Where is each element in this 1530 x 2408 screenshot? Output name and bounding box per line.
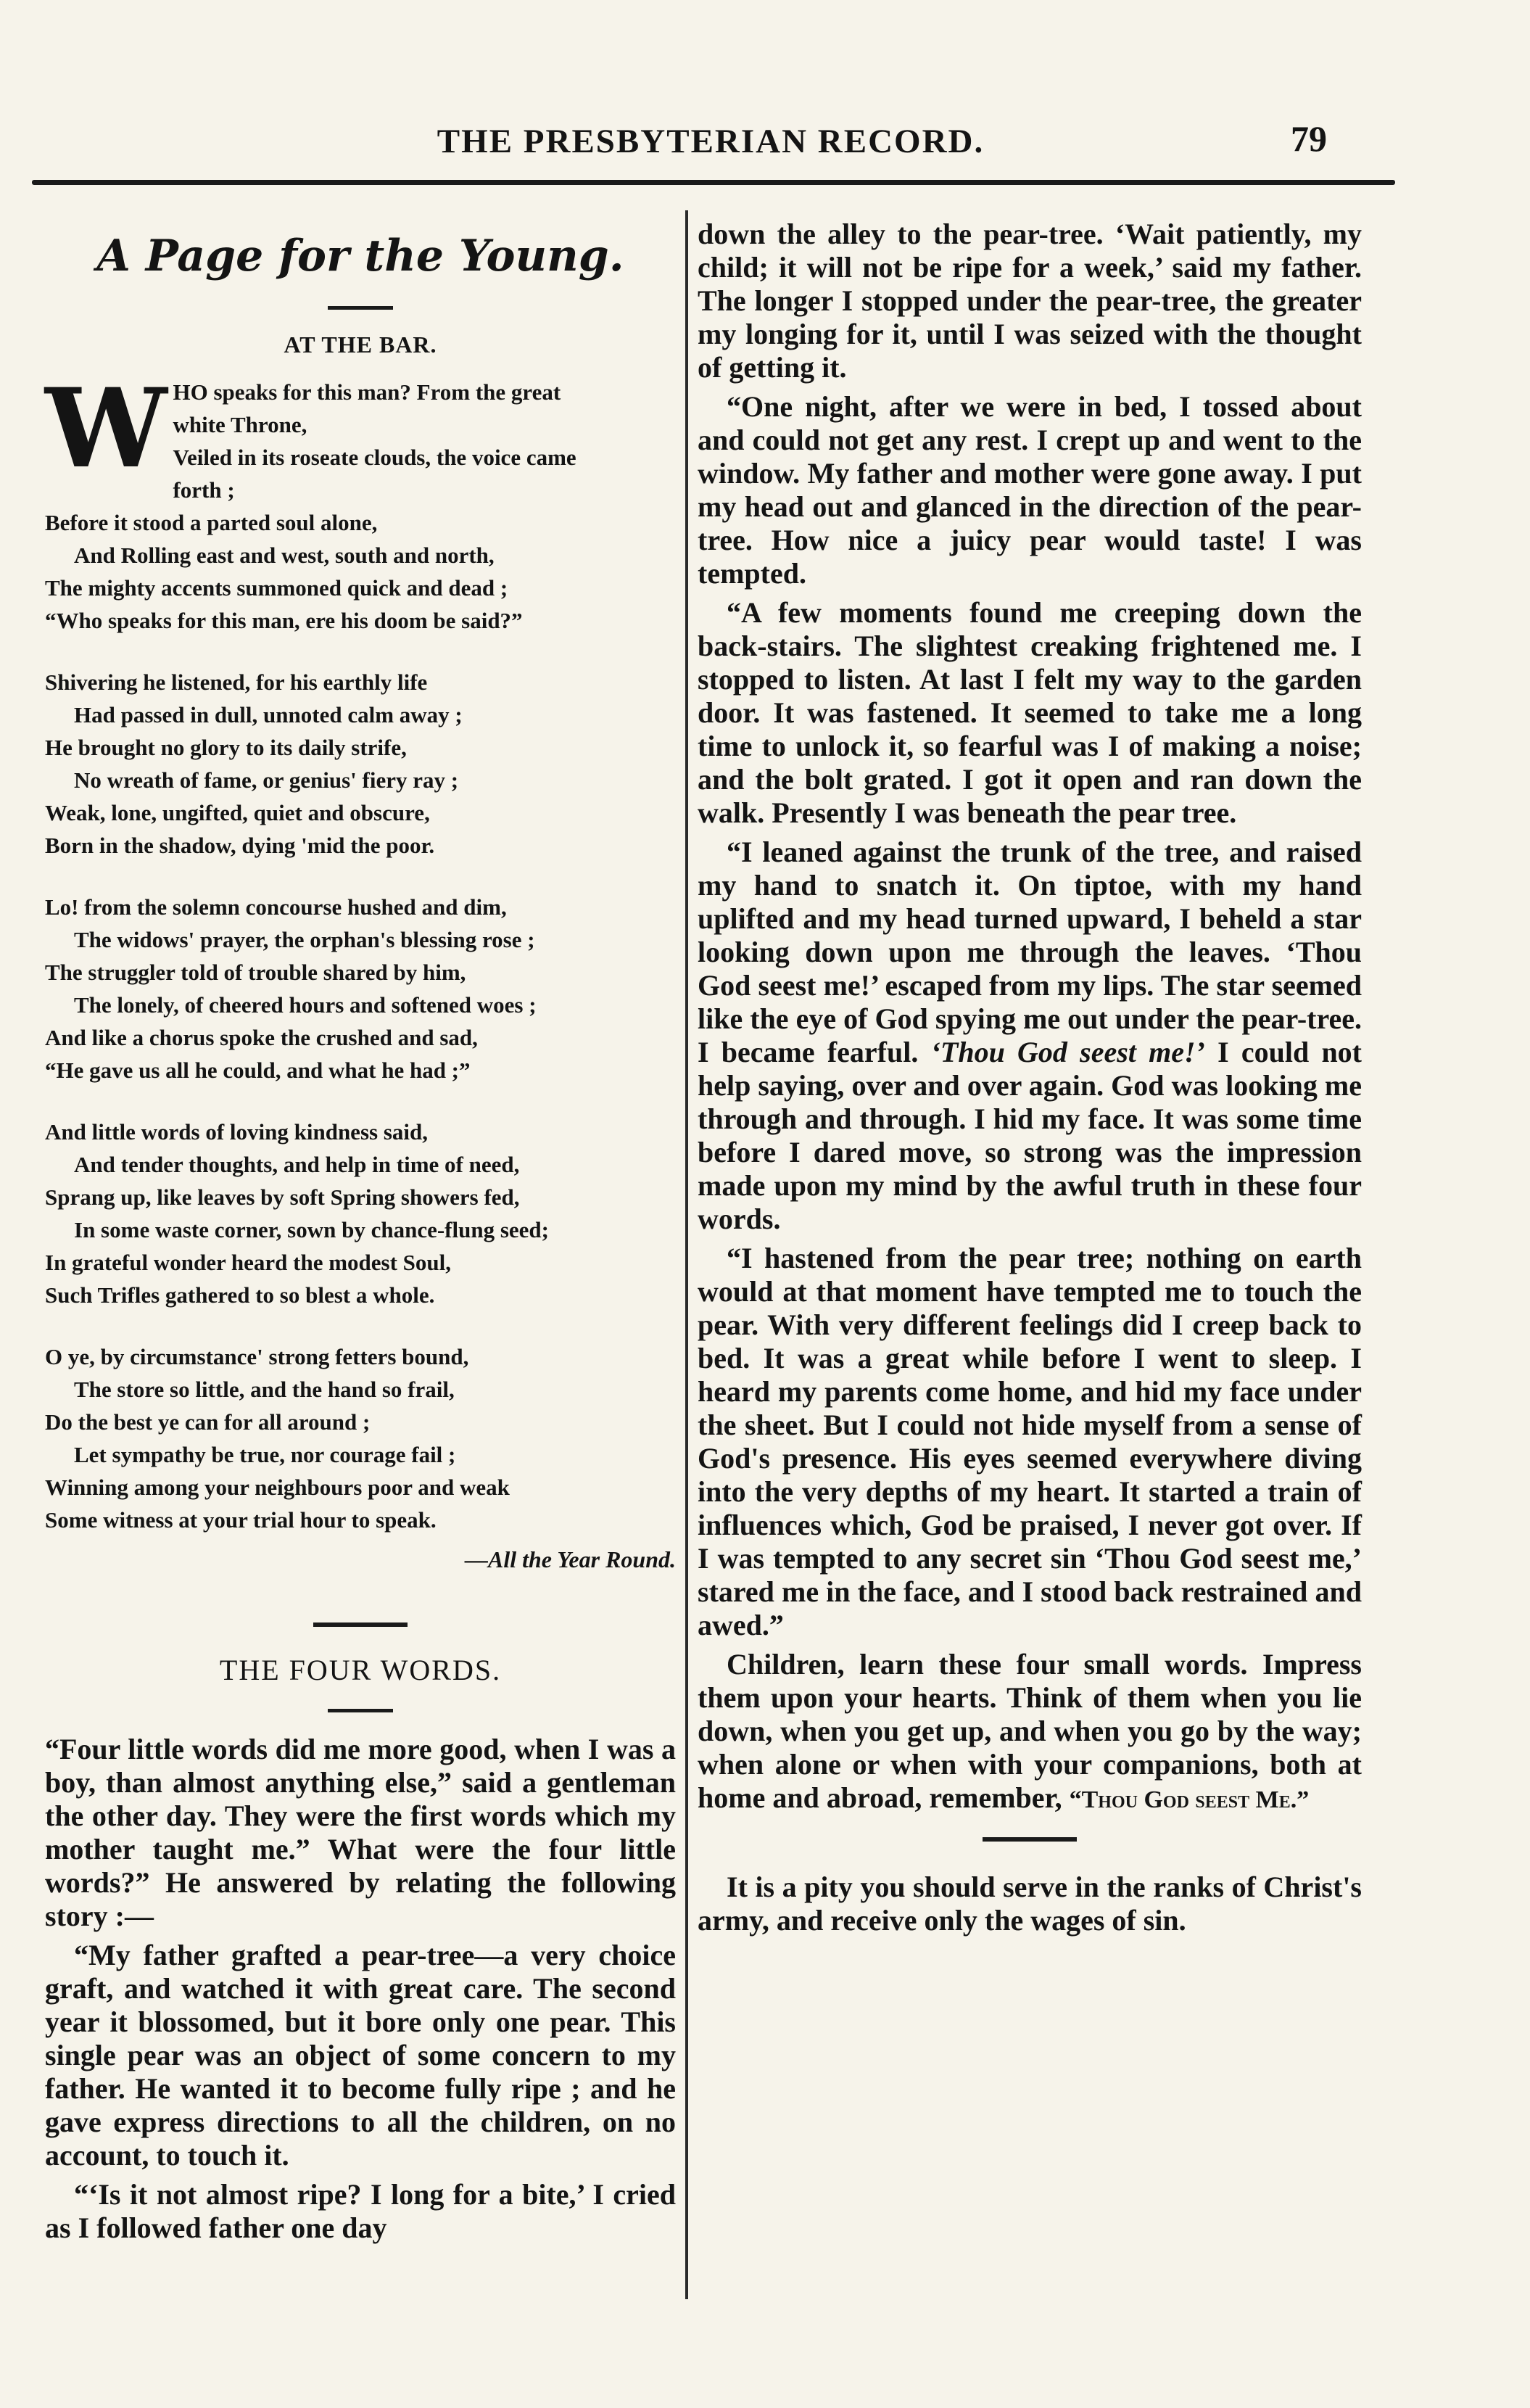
poem-line: Had passed in dull, unnoted calm away ; — [74, 702, 463, 727]
poem — [45, 365, 676, 1576]
paragraph: “‘Is it not almost ripe? I long for a bite,’ I cried as I followed father one day — [45, 2178, 676, 2244]
poem-line: The lonely, of cheered hours and softened woes ; — [74, 992, 537, 1018]
right-column — [698, 218, 1362, 1943]
poem-attribution: —All the Year Round. — [464, 1546, 676, 1572]
poem-line: Some witness at your trial hour to speak. — [45, 1507, 437, 1533]
poem-line: No wreath of fame, or genius' fiery ray ; — [74, 767, 459, 793]
paragraph — [698, 836, 1362, 1236]
paragraph-part: “I leaned against the trunk of the tree, and raised my hand to snatch it. On tiptoe, with my hand uplifted and my head turned upward, I beheld a star looking down upon me through the leaves. ‘Thou God seest me!’ escaped from my lips. The star seemed like the eye of God spying me out under the pear-tree. I became fearful. — [698, 836, 1362, 1068]
paragraph-part: Children, learn these four small words. Impress them upon your hearts. Think of them when you lie down, when you get up, and when you go by the way; when alone or when with your companions, both at home and abroad, remember, — [698, 1648, 1362, 1814]
poem-line: The mighty accents summoned quick and dead ; — [45, 575, 508, 601]
poem-line: Before it stood a parted soul alone, — [45, 510, 378, 535]
poem-line: The store so little, and the hand so frail, — [74, 1377, 455, 1402]
divider-rule — [983, 1837, 1077, 1842]
poem-line: The widows' prayer, the orphan's blessing rose ; — [74, 927, 535, 952]
divider-rule — [313, 1622, 408, 1627]
poem-line: The struggler told of trouble shared by him, — [45, 960, 466, 985]
poem-line: And tender thoughts, and help in time of need, — [74, 1152, 520, 1177]
story-body-right — [698, 218, 1362, 1817]
left-column — [45, 218, 676, 2251]
closing-note — [698, 1837, 1362, 1937]
poem-title: AT THE BAR. — [284, 331, 437, 358]
paragraph: “I hastened from the pear tree; nothing on earth would at that moment have tempted me to touch the pear. With very different feelings did I creep back to bed. It was a great while before I went to sleep. I heard my parents come home, and hid my face under the sheet. But I could not hide myself from a sense of God's presence. His eyes seemed everywhere diving into the very depths of my heart. It started a train of influences which, God be praised, I never got over. If I was tempted to any secret sin ‘Thou God seest me,’ stared me in the face, and I stood back restrained and awed.” — [698, 1242, 1362, 1641]
drop-cap: W — [45, 365, 168, 492]
poem-line: Winning among your neighbours poor and weak — [45, 1475, 510, 1500]
poem-line: He brought no glory to its daily strife, — [45, 735, 407, 760]
poem-line: Let sympathy be true, nor courage fail ; — [74, 1442, 456, 1467]
small-caps-phrase: “Thou God seest Me.” — [1069, 1786, 1310, 1813]
poem-line: Sprang up, like leaves by soft Spring showers fed, — [45, 1184, 520, 1210]
paragraph: “A few moments found me creeping down the back-stairs. The slightest creaking frightened me. I stopped to listen. At last I felt my way to the garden door. It was fastened. It seemed to take me a long time to unlock it, so fearful was I of making a noise; and the bolt grated. I got it open and ran down the walk. Presently I was beneath the pear tree. — [698, 596, 1362, 829]
poem-line: Such Trifles gathered to so blest a whole. — [45, 1282, 435, 1308]
poem-line: “He gave us all he could, and what he had ;” — [45, 1057, 471, 1083]
emphasis: ‘Thou God seest me!’ — [930, 1036, 1205, 1068]
poem-line: O ye, by circumstance' strong fetters bound, — [45, 1344, 469, 1369]
story-body-left — [45, 1733, 676, 2245]
poem-line: forth ; — [173, 477, 235, 503]
paragraph: “Four little words did me more good, when I was a boy, than almost anything else,” said a gentleman the other day. They were the first words which my mother taught me.” What were the four little words?” He answered by relating the following story :— — [45, 1733, 676, 1932]
page-header — [0, 0, 1530, 196]
paragraph: It is a pity you should serve in the ranks of Christ's army, and receive only the wages of sin. — [698, 1871, 1362, 1937]
stanza-3 — [45, 891, 676, 1087]
poem-line: Weak, lone, ungifted, quiet and obscure, — [45, 800, 430, 825]
poem-line: In some waste corner, sown by chance-flung seed; — [74, 1217, 549, 1242]
stanza-4 — [45, 1116, 676, 1311]
divider-rule — [328, 306, 393, 310]
poem-line: Do the best ye can for all around ; — [45, 1409, 371, 1435]
stanza-5 — [45, 1340, 676, 1536]
poem-line: “Who speaks for this man, ere his doom be said?” — [45, 608, 523, 633]
paragraph — [698, 1648, 1362, 1817]
stanza-2 — [45, 666, 676, 862]
column-divider — [685, 210, 688, 2299]
paragraph: down the alley to the pear-tree. ‘Wait patiently, my child; it will not be ripe for a week,’ said my father. The longer I stopped under the pear-tree, the greater my longing for it, until I was seized with the thought of getting it. — [698, 218, 1362, 384]
story-title: THE FOUR WORDS. — [219, 1654, 502, 1686]
poem-line: And like a chorus spoke the crushed and sad, — [45, 1025, 478, 1050]
poem-line: Shivering he listened, for his earthly life — [45, 669, 428, 695]
poem-line: white Throne, — [173, 412, 307, 437]
poem-line: HO speaks for this man? From the great — [173, 379, 561, 405]
paragraph: “One night, after we were in bed, I tossed about and could not get any rest. I crept up and went to the window. My father and mother were gone away. I put my head out and glanced in the direction of the pear-tree. How nice a juicy pear would taste! I was tempted. — [698, 390, 1362, 590]
stanza-1 — [45, 365, 676, 637]
poem-line: Veiled in its roseate clouds, the voice came — [173, 445, 576, 470]
poem-line: Lo! from the solemn concourse hushed and dim, — [45, 894, 507, 920]
header-rule — [32, 180, 1395, 185]
running-title: THE PRESBYTERIAN RECORD. — [437, 123, 985, 160]
poem-line: In grateful wonder heard the modest Soul, — [45, 1250, 452, 1275]
paragraph: “My father grafted a pear-tree—a very choice graft, and watched it with great care. The second year it blossomed, but it bore only one pear. This single pear was an object of some concern to my father. He wanted it to become fully ripe ; and he gave express directions to all the children, on no account, to touch it. — [45, 1939, 676, 2172]
poem-line: And Rolling east and west, south and north, — [74, 543, 495, 568]
poem-line: Born in the shadow, dying 'mid the poor. — [45, 833, 435, 858]
section-title: A Page for the Young. — [96, 231, 624, 281]
paragraph-part: I could not help saying, over and over again. God was looking me through and through. I hid my face. It was some time before I dared move, so strong was the impression made upon my mind by the awful truth in these four words. — [698, 1036, 1362, 1235]
page-number: 79 — [1291, 118, 1327, 159]
poem-line: And little words of loving kindness said, — [45, 1119, 428, 1145]
